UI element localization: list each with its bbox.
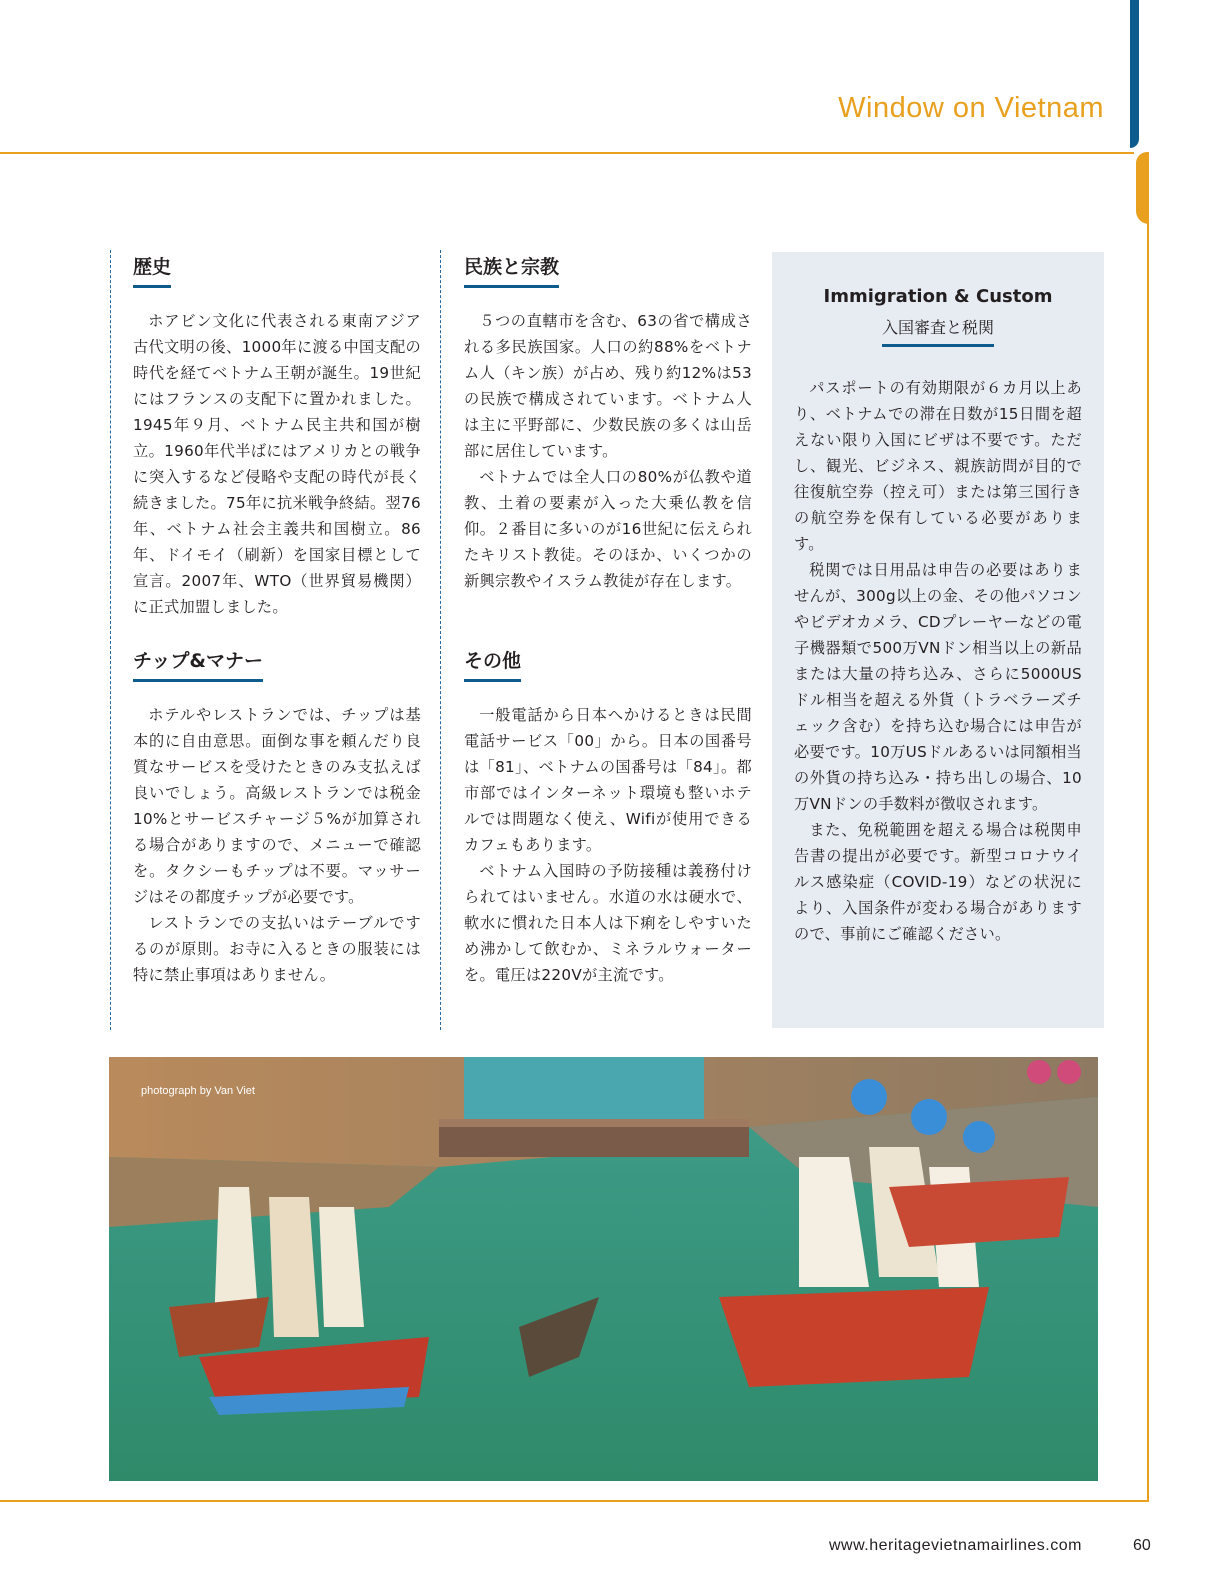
footer-url[interactable]: www.heritagevietnamairlines.com: [829, 1537, 1082, 1554]
sidebar-subtitle-wrap: [772, 315, 1104, 347]
right-ship-hull: [719, 1287, 989, 1387]
harbor-photo: [109, 1057, 1098, 1481]
history-heading: 歴史: [133, 252, 171, 288]
other-paragraph: ベトナム入国時の予防接種は義務付けられてはいません。水道の水は硬水で、軟水に慣れた日本人は下痢をしやすいため沸かして飲むか、ミネラルウォーターを。電圧は220Vが主流です。: [464, 862, 752, 984]
ethnic-paragraph: ５つの直轄市を含む、63の省で構成される多民族国家。人口の約88%をベトナム人（キン族）が占め、残り約12%は53の民族で構成されています。ベトナム人は主に平野部に、少数民族の多くは山岳部に居住しています。: [464, 312, 752, 460]
column-divider-left: [110, 250, 111, 1030]
blue-sail: [911, 1099, 947, 1135]
tip-paragraph: ホテルやレストランでは、チップは基本的に自由意思。面倒な事を頼んだり良質なサービスを受けたときのみ支払えば良いでしょう。高級レストランでは税金10%とサービスチャージ５%が加算される場合がありますので、メニューで確認を。タクシーもチップは不要。マッサージはその都度チップが必要です。: [133, 706, 421, 906]
column-ethnic: [464, 252, 752, 988]
page-header-title: Window on Vietnam: [838, 92, 1104, 124]
sidebar-paragraph: 税関では日用品は申告の必要はありませんが、300g以上の金、その他パソコンやビデオカメラ、CDプレーヤーなどの電子機器類で500万VNドン相当以上の新品または大量の持ち込み、さらに5000USドル相当を超える外貨（トラベラーズチェック含む）を持ち込む場合には申告が必要です。10万USドルあるいは同額相当の外貨の持ち込み・持ち出しの場合、10万VNドンの手数料が徴収されます。: [794, 561, 1082, 813]
right-edge-rule: [1147, 222, 1149, 1502]
back-ship-hull: [889, 1177, 1069, 1247]
blue-corner-tab: [1130, 0, 1139, 148]
ethnic-heading: 民族と宗教: [464, 252, 559, 288]
ethnic-paragraph: ベトナムでは全人口の80%が仏教や道教、土着の要素が入った大乗仏教を信仰。２番目に多いのが16世紀に伝えられたキリスト教徒。そのほか、いくつかの新興宗教やイスラム教徒が存在します。: [464, 468, 752, 590]
sidebar-paragraph: パスポートの有効期限が６カ月以上あり、ベトナムでの滞在日数が15日間を超えない限り入国にビザは不要です。ただし、観光、ビジネス、親族訪問が目的で往復航空券（控え可）または第三国行きの航空券を保有している必要があります。: [794, 379, 1082, 553]
other-heading: その他: [464, 646, 521, 682]
bridge-rail: [439, 1119, 749, 1127]
sidebar-body: [772, 347, 1104, 947]
history-paragraph: ホアビン文化に代表される東南アジア古代文明の後、1000年に渡る中国支配の時代を経てベトナム王朝が誕生。19世紀にはフランスの支配下に置かれました。1945年９月、ベトナム民主共和国が樹立。1960年代半ばにはアメリカとの戦争に突入するなど侵略や支配の時代が長く続きました。75年に抗米戦争終結。翌76年、ベトナム社会主義共和国樹立。86年、ドイモイ（刷新）を国家目標として宣言。2007年、WTO（世界貿易機関）に正式加盟しました。: [133, 312, 421, 616]
blue-sail: [963, 1121, 995, 1153]
flower-pot: [1027, 1060, 1051, 1084]
blue-sail: [851, 1079, 887, 1115]
footbridge: [439, 1127, 749, 1157]
tip-heading: チップ&マナー: [133, 646, 263, 682]
page-number: 60: [1133, 1537, 1151, 1554]
sidebar-title: Immigration & Custom: [823, 286, 1053, 307]
immigration-sidebar: [772, 252, 1104, 1028]
photo-credit: photograph by Van Viet: [141, 1085, 255, 1097]
orange-edge-tab: [1136, 152, 1149, 224]
sidebar-paragraph: また、免税範囲を超える場合は税関申告書の提出が必要です。新型コロナウイルス感染症（COVID-19）などの状況により、入国条件が変わる場合がありますので、事前にご確認ください。: [794, 821, 1082, 943]
flower-pot: [1057, 1060, 1081, 1084]
header-rule: [0, 152, 1134, 154]
column-divider-middle: [440, 250, 441, 1030]
sidebar-subtitle: 入国審査と税関: [882, 315, 994, 347]
tip-paragraph: レストランでの支払いはテーブルでするのが原則。お寺に入るときの服装には特に禁止事項はありません。: [133, 914, 421, 984]
other-paragraph: 一般電話から日本へかけるときは民間電話サービス「00」から。日本の国番号は「81」、ベトナムの国番号は「84」。都市部ではインターネット環境も整いホテルでは問題なく使え、Wifiが使用できるカフェもあります。: [464, 706, 752, 854]
column-history: [133, 252, 421, 988]
footer-rule: [0, 1500, 1149, 1502]
